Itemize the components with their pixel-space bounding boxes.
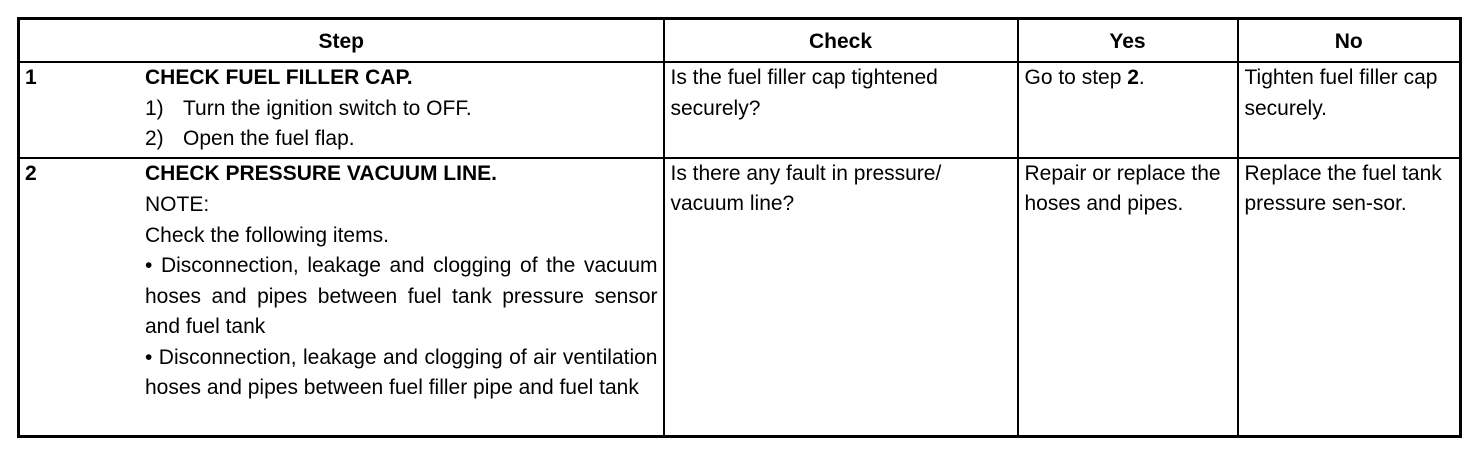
note-label: NOTE:	[145, 193, 210, 216]
table-header-row	[19, 19, 1461, 63]
check-cell: Is the fuel filler cap tightened securely?	[664, 62, 1018, 158]
note-intro: Check the following items.	[145, 223, 389, 247]
step-number: 1	[25, 66, 37, 89]
no-cell: Tighten fuel filler cap securely.	[1238, 62, 1461, 158]
substep	[145, 124, 658, 155]
yes-text: Go to step	[1024, 66, 1128, 89]
table-row	[19, 62, 1461, 158]
substep-number: 1)	[145, 96, 164, 120]
substep	[145, 94, 658, 125]
step-number: 2	[25, 161, 37, 185]
header-check: Check	[664, 19, 1018, 63]
step-cell	[19, 158, 664, 437]
table-row	[19, 158, 1461, 437]
step-reference: 2	[1127, 66, 1139, 89]
note-bullet: • Disconnection, leakage and clogging of air ventilation hoses and pipes between fuel filler pipe and fuel tank	[145, 345, 658, 399]
yes-suffix: .	[1138, 66, 1145, 89]
yes-cell	[1018, 62, 1238, 158]
substep-number: 2)	[145, 127, 164, 150]
header-yes: Yes	[1018, 19, 1238, 63]
note-bullet: • Disconnection, leakage and clogging of the vacuum hoses and pipes between fuel tank pressure sensor and fuel tank	[145, 254, 658, 338]
diagnostic-procedure-table	[17, 17, 1462, 438]
yes-cell: Repair or replace the hoses and pipes.	[1018, 158, 1238, 437]
header-step: Step	[19, 19, 664, 63]
step-title: CHECK PRESSURE VACUUM LINE.	[145, 161, 497, 185]
substep-text: Turn the ignition switch to OFF.	[183, 96, 472, 120]
step-cell	[19, 62, 664, 158]
step-title: CHECK FUEL FILLER CAP.	[145, 66, 413, 89]
no-cell: Replace the fuel tank pressure sen-sor.	[1238, 158, 1461, 437]
check-cell: Is there any fault in pressure/ vacuum line?	[664, 158, 1018, 437]
header-no: No	[1238, 19, 1461, 63]
substep-text: Open the fuel flap.	[183, 127, 355, 150]
